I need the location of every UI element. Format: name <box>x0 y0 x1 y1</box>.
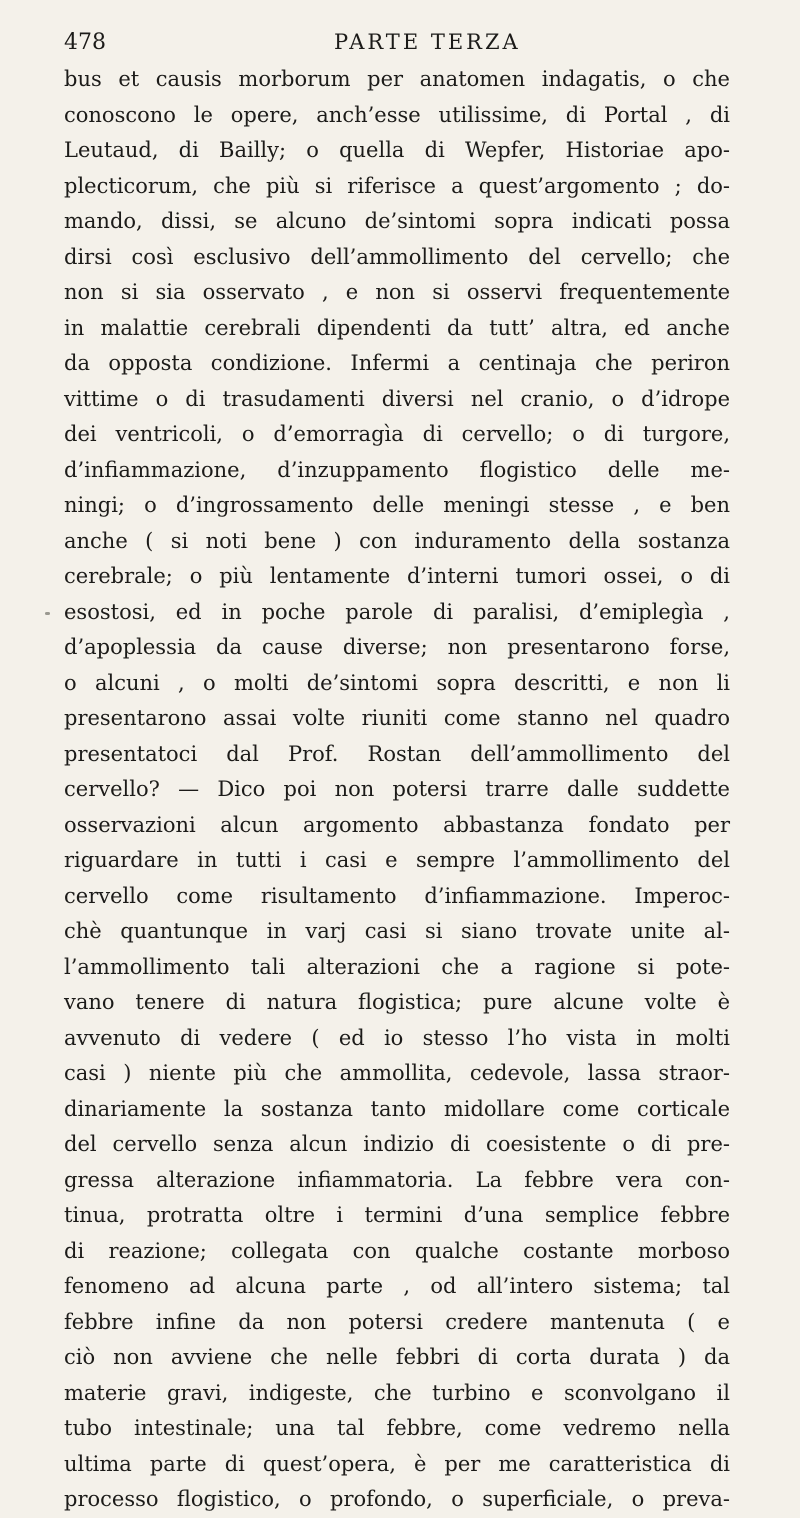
text-line: presentatoci dal Prof. Rostan dell’ammollimento del <box>64 741 730 766</box>
text-line: osservazioni alcun argomento abbastanza fondato per <box>64 812 730 837</box>
text-line: avvenuto di vedere ( ed io stesso l’ho vista in molti <box>64 1025 730 1050</box>
text-line: in malattie cerebrali dipendenti da tutt’ altra, ed anche <box>64 315 730 340</box>
text-line: plecticorum, che più si riferisce a quest’argomento ; do- <box>64 173 730 198</box>
print-speck <box>45 612 50 615</box>
text-line: processo flogistico, o profondo, o superficiale, o preva- <box>64 1487 730 1511</box>
text-line: conoscono le opere, anch’esse utilissime, di Portal , di <box>64 102 730 127</box>
text-line: anche ( si noti bene ) con induramento della sostanza <box>64 528 730 553</box>
text-line: tubo intestinale; una tal febbre, come vedremo nella <box>64 1416 730 1440</box>
body-paragraph <box>64 62 730 1518</box>
text-line: o alcuni , o molti de’sintomi sopra descritti, e non li <box>64 670 730 695</box>
text-line: vano tenere di natura flogistica; pure alcune volte è <box>64 990 730 1014</box>
text-line: cervello? — Dico poi non potersi trarre dalle suddette <box>64 777 730 801</box>
section-title: PARTE TERZA <box>334 30 521 54</box>
text-line: mando, dissi, se alcuno de’sintomi sopra indicati possa <box>64 209 730 233</box>
text-line: d’infiammazione, d’inzuppamento flogistico delle me- <box>64 457 730 482</box>
text-line: dirsi così esclusivo dell’ammollimento del cervello; che <box>64 244 730 269</box>
text-line: vittime o di trasudamenti diversi nel cranio, o d’idrope <box>64 386 730 411</box>
text-line: cervello come risultamento d’infiammazione. Imperoc- <box>64 883 730 908</box>
text-line: dinariamente la sostanza tanto midollare come corticale <box>64 1096 730 1121</box>
text-line: di reazione; collegata con qualche costante morboso <box>64 1238 730 1263</box>
text-line: ningi; o d’ingrossamento delle meningi stesse , e ben <box>64 493 730 517</box>
text-line: dei ventricoli, o d’emorragìa di cervello; o di turgore, <box>64 422 730 446</box>
text-line: tinua, protratta oltre i termini d’una semplice febbre <box>64 1203 730 1227</box>
text-line: d’apoplessia da cause diverse; non presentarono forse, <box>64 635 730 659</box>
text-line: Leutaud, di Bailly; o quella di Wepfer, Historiae apo- <box>64 138 730 162</box>
text-line: bus et causis morborum per anatomen indagatis, o che <box>64 67 730 91</box>
text-line: ciò non avviene che nelle febbri di corta durata ) da <box>64 1345 730 1369</box>
text-line: riguardare in tutti i casi e sempre l’ammollimento del <box>64 848 730 872</box>
text-line: gressa alterazione infiammatoria. La febbre vera con- <box>64 1167 730 1192</box>
text-line: febbre infine da non potersi credere mantenuta ( e <box>64 1309 730 1334</box>
page-number: 478 <box>64 30 106 55</box>
text-line: non si sia osservato , e non si osservi frequentemente <box>64 280 730 304</box>
text-line: materie gravi, indigeste, che turbino e sconvolgano il <box>64 1380 730 1405</box>
text-line: esostosi, ed in poche parole di paralisi, d’emiplegìa , <box>64 599 730 624</box>
text-line: presentarono assai volte riuniti come stanno nel quadro <box>64 706 730 730</box>
running-head <box>64 26 730 62</box>
text-line: fenomeno ad alcuna parte , od all’intero sistema; tal <box>64 1274 730 1298</box>
text-line: ultima parte di quest’opera, è per me caratteristica di <box>64 1451 730 1476</box>
text-line: casi ) niente più che ammollita, cedevole, lassa straor- <box>64 1061 730 1085</box>
text-line: cerebrale; o più lentamente d’interni tumori ossei, o di <box>64 564 730 588</box>
text-line: l’ammollimento tali alterazioni che a ragione si pote- <box>64 954 730 979</box>
text-line: da opposta condizione. Infermi a centinaja che periron <box>64 351 730 375</box>
text-line: chè quantunque in varj casi si siano trovate unite al- <box>64 919 730 943</box>
text-line: del cervello senza alcun indizio di coesistente o di pre- <box>64 1132 730 1156</box>
